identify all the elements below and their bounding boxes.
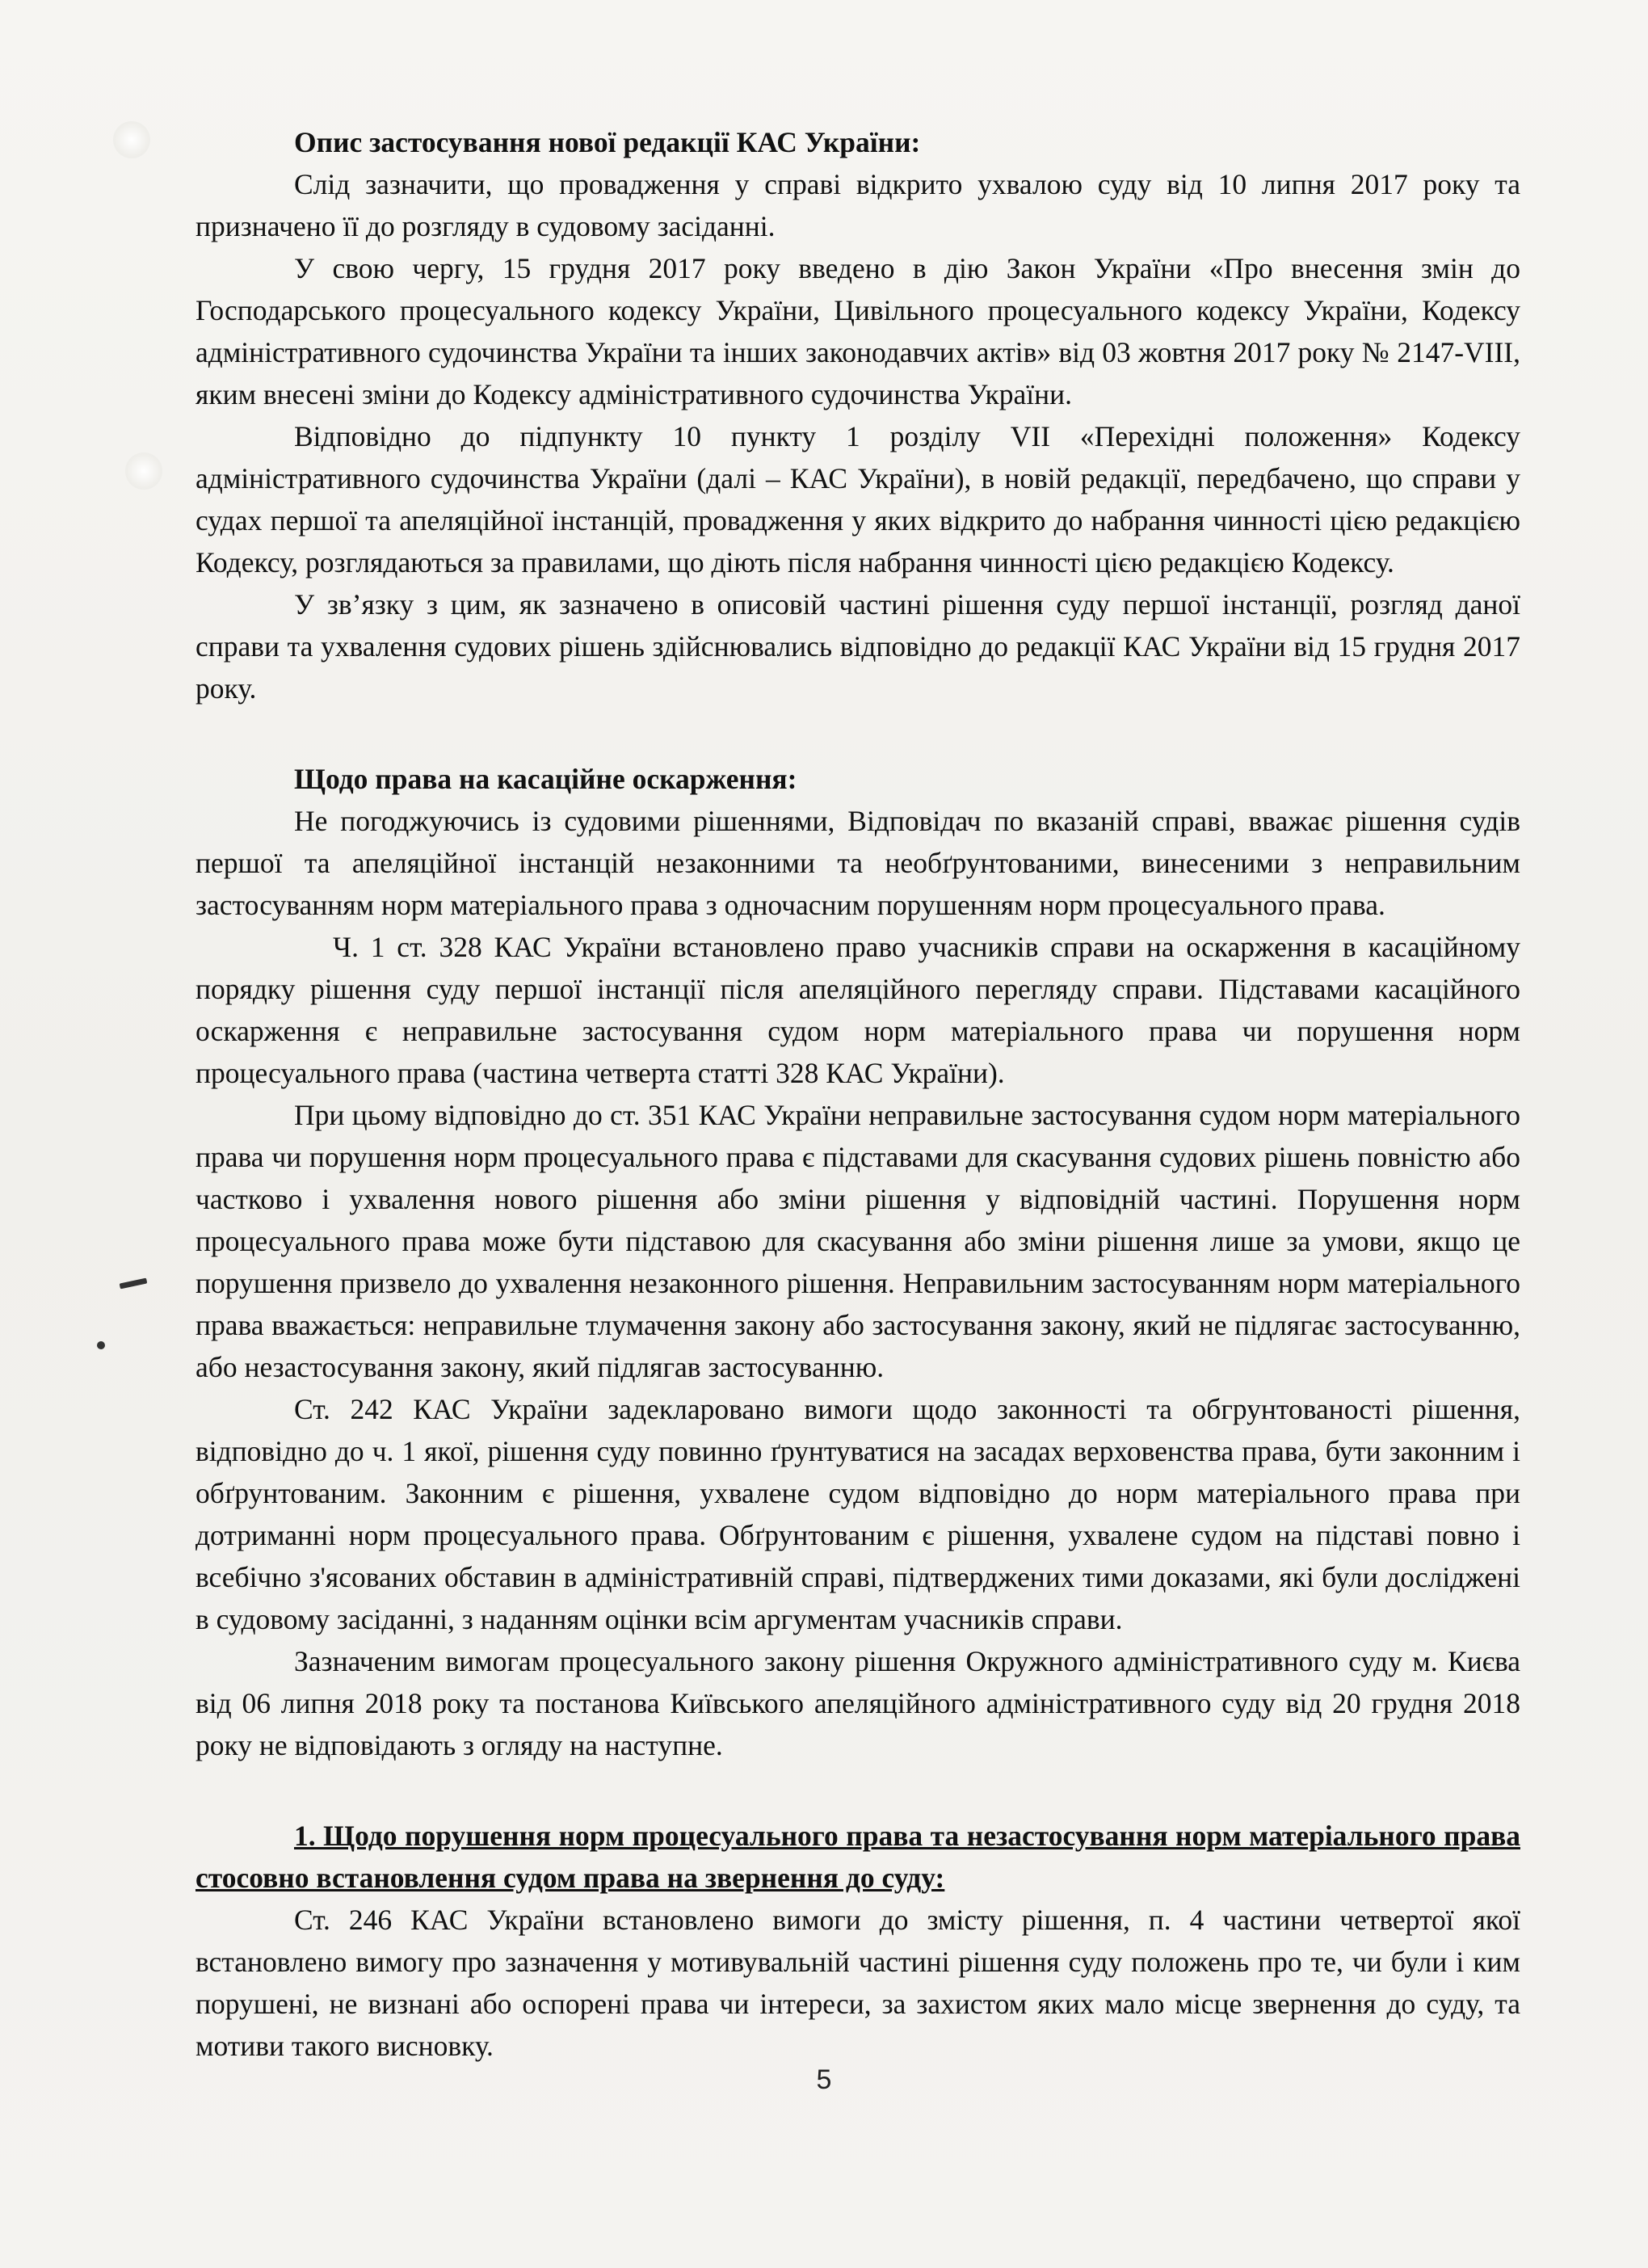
spacer: [195, 1766, 1520, 1815]
paragraph: Ст. 242 КАС України задекларовано вимоги щодо законності та обгрунтованості рішення, відповідно до ч. 1 якої, рішення суду повинно ґрунтуватися на засадах верховенства права, бути законним і обґрунтованим. Законним є рішення, ухвалене судом відповідно до норм матеріального права при дотриманні норм процесуального права. Обґрунтованим є рішення, ухвалене судом на підставі повно і всебічно з'ясованих обставин в адміністративній справі, підтверджених тими доказами, які були досліджені в судовому засіданні, з наданням оцінки всім аргументам учасників справи.: [195, 1393, 1520, 1635]
scan-mark-left-lower: [97, 1341, 105, 1349]
paragraph: Не погоджуючись із судовими рішеннями, Відповідач по вказаній справі, вважає рішення судів першої та апеляційної інстанцій незаконними та необґрунтованими, винесеними з неправильним застосуванням норм матеріального права з одночасним порушенням норм процесуального права.: [195, 805, 1520, 921]
section-heading-cassation-right: Щодо права на касаційне оскарження:: [294, 763, 797, 795]
section-heading-procedural-violation: 1. Щодо порушення норм процесуального права та незастосування норм матеріального права стосовно встановлення судом права на звернення до суду:: [195, 1820, 1520, 1894]
punch-hole-upper: [125, 452, 162, 490]
paragraph: Ч. 1 ст. 328 КАС України встановлено право учасників справи на оскарження в касаційному порядку рішення суду першої інстанції після апеляційного перегляду справи. Підставами касаційного оскарження є неправильне застосування судом норм матеріального права чи порушення норм процесуального права (частина четверта статті 328 КАС України).: [195, 931, 1520, 1089]
paragraph: Слід зазначити, що провадження у справі відкрито ухвалою суду від 10 липня 2017 року та призначено її до розгляду в судовому засіданні.: [195, 168, 1520, 242]
spacer: [195, 709, 1520, 758]
paragraph: Відповідно до підпункту 10 пункту 1 розділу VII «Перехідні положення» Кодексу адміністративного судочинства України (далі – КАС України), в новій редакції, передбачено, що справи у судах першої та апеляційної інстанцій, провадження у яких відкрито до набрання чинності цією редакцією Кодексу, розглядаються за правилами, що діють після набрання чинності цією редакцією Кодексу.: [195, 420, 1520, 579]
paragraph: У свою чергу, 15 грудня 2017 року введено в дію Закон України «Про внесення змін до Господарського процесуального кодексу України, Цивільного процесуального кодексу України, Кодексу адміністративного судочинства України та інших законодавчих актів» від 03 жовтня 2017 року № 2147-VIII, яким внесені зміни до Кодексу адміністративного судочинства України.: [195, 252, 1520, 410]
page-number: 5: [816, 2064, 832, 2095]
document-body: [195, 121, 1520, 2067]
scan-mark-left: [120, 1278, 148, 1290]
paragraph: Ст. 246 КАС України встановлено вимоги до змісту рішення, п. 4 частини четвертої якої встановлено вимогу про зазначення у мотивувальній частині рішення суду положень про те, чи були і ким порушені, не визнані або оспорені права чи інтереси, за захистом яких мало місце звернення до суду, та мотиви такого висновку.: [195, 1904, 1520, 2062]
paragraph: У зв’язку з цим, як зазначено в описовій частині рішення суду першої інстанції, розгляд даної справи та ухвалення судових рішень здійснювались відповідно до редакції КАС України від 15 грудня 2017 року.: [195, 588, 1520, 705]
paragraph: Зазначеним вимогам процесуального закону рішення Окружного адміністративного суду м. Києва від 06 липня 2018 року та постанова Київського апеляційного адміністративного суду від 20 грудня 2018 року не відповідають з огляду на наступне.: [195, 1645, 1520, 1761]
punch-hole-top: [113, 121, 150, 158]
section-heading-new-edition: Опис застосування нової редакції КАС України:: [294, 126, 921, 158]
paragraph: При цьому відповідно до ст. 351 КАС України неправильне застосування судом норм матеріального права чи порушення норм процесуального права є підставами для скасування судових рішень повністю або частково і ухвалення нового рішення або зміни рішення у відповідній частині. Порушення норм процесуального права може бути підставою для скасування або зміни рішення лише за умови, якщо це порушення призвело до ухвалення незаконного рішення. Неправильним застосуванням норм матеріального права вважається: неправильне тлумачення закону або застосування закону, який не підлягає застосуванню, або незастосування закону, який підлягав застосуванню.: [195, 1099, 1520, 1383]
